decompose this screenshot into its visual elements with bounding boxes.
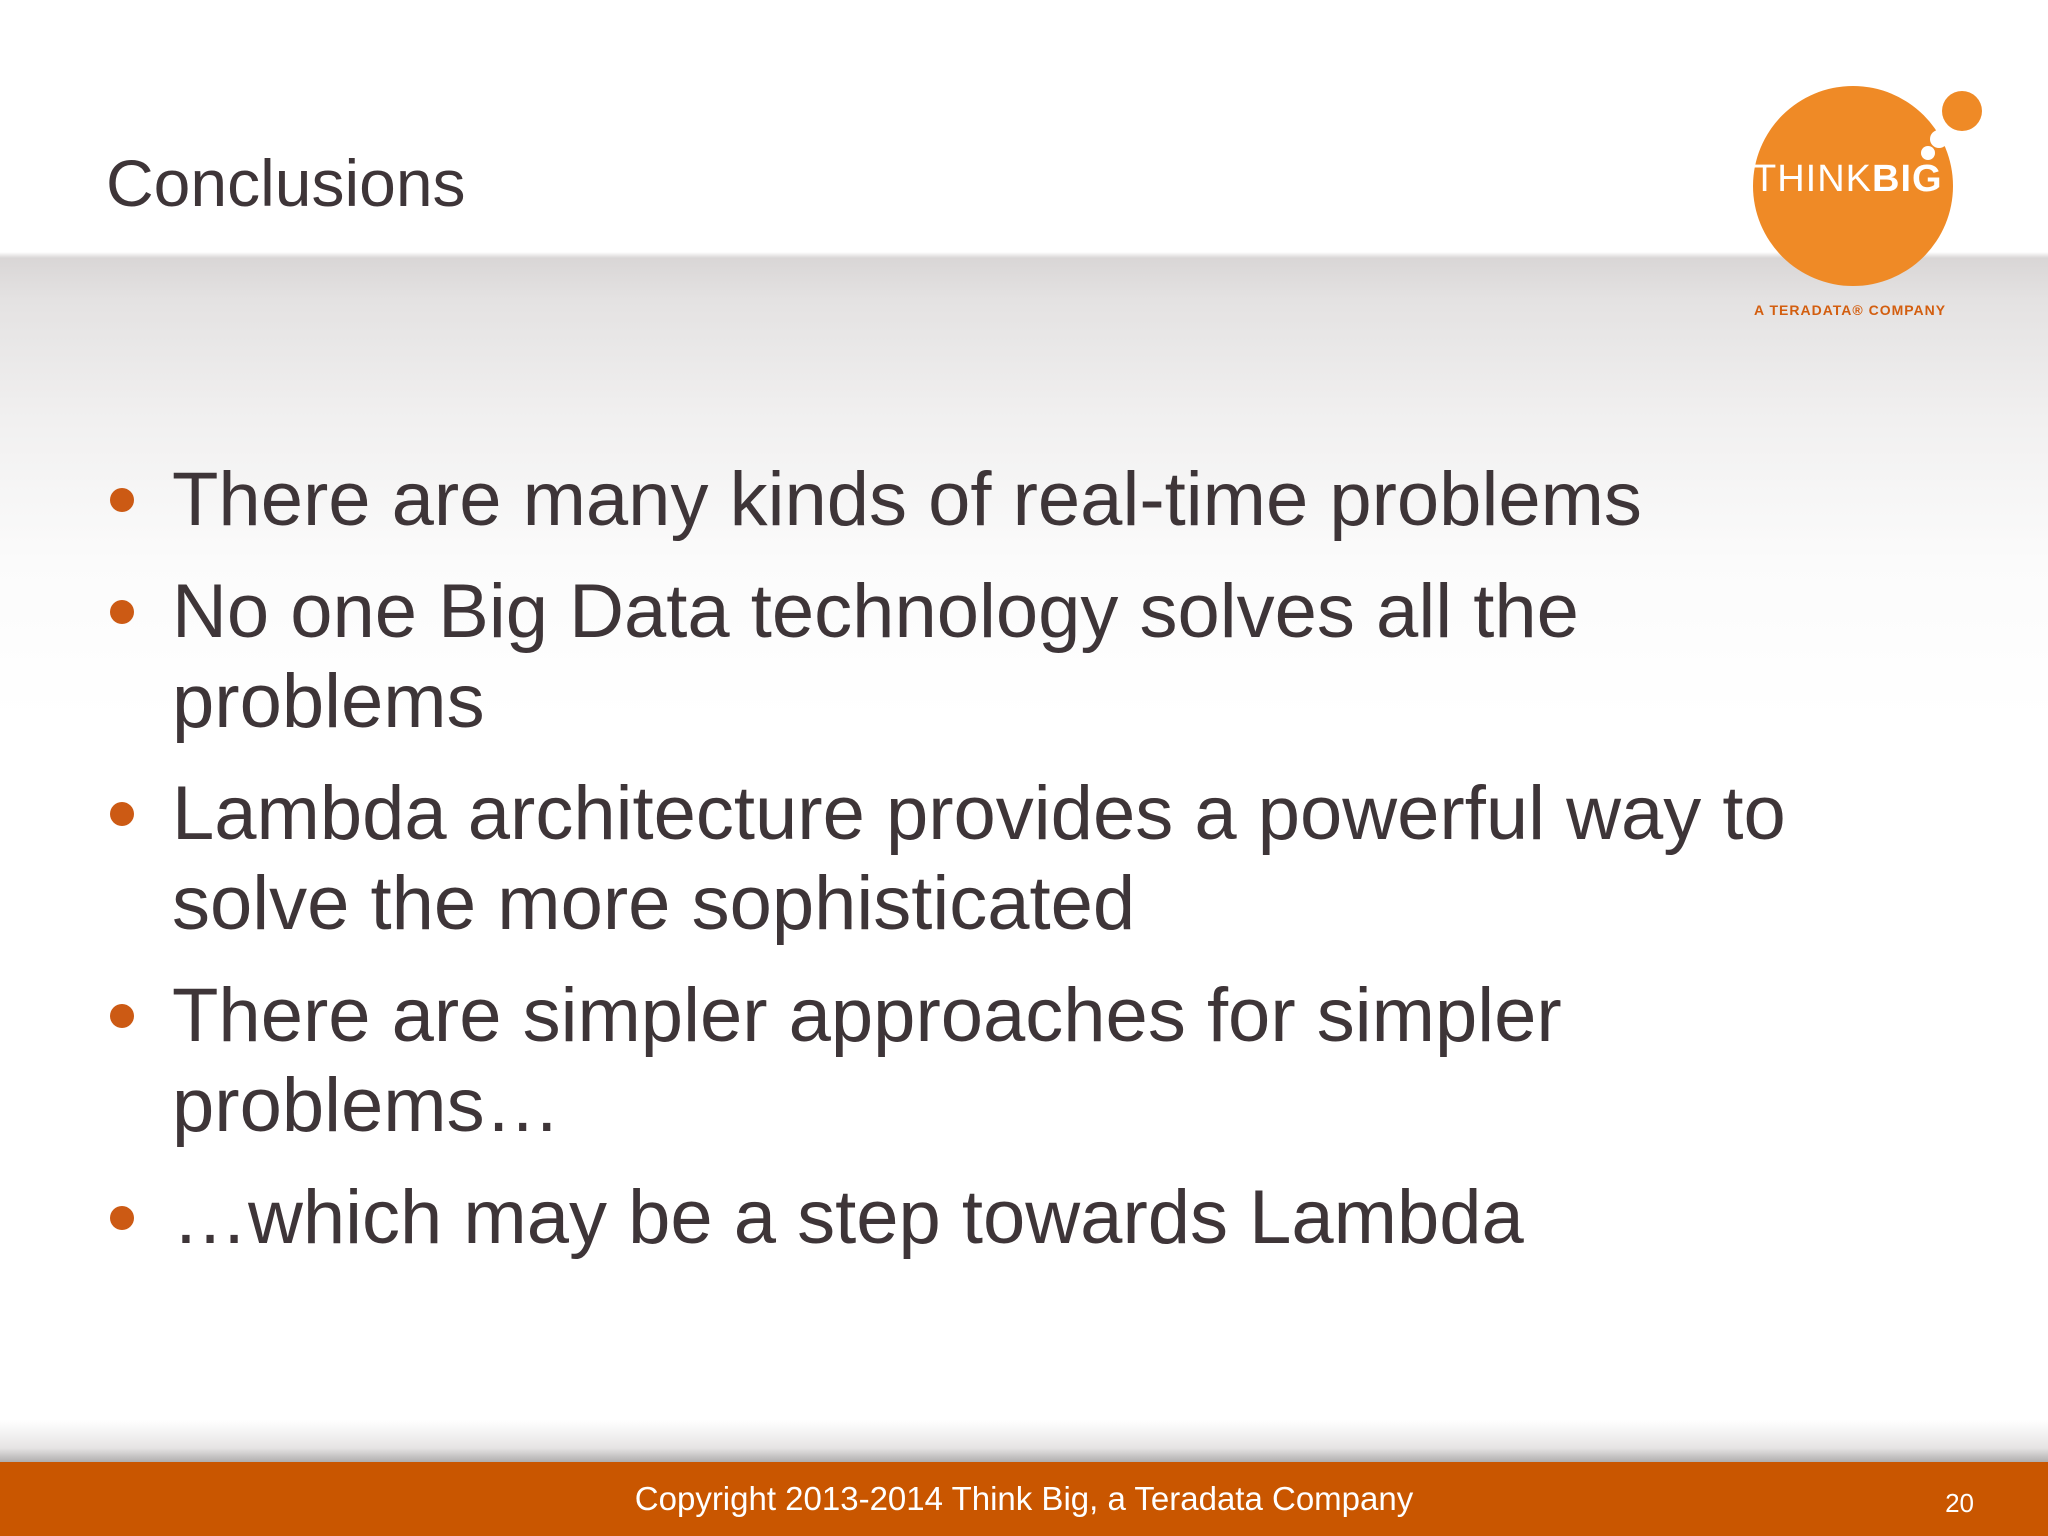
bullet-text: No one Big Data technology solves all the problems xyxy=(172,569,1579,744)
bullet-text: Lambda architecture provides a powerful way to solve the more sophisticated xyxy=(172,771,1786,946)
bullet-item xyxy=(108,455,1908,545)
bullet-text: …which may be a step towards Lambda xyxy=(172,1175,1524,1260)
bullet-icon xyxy=(110,488,134,512)
bullet-icon xyxy=(110,802,134,826)
footer-bar xyxy=(0,1462,2048,1536)
slide-title: Conclusions xyxy=(106,146,466,220)
page-number: 20 xyxy=(1945,1488,1974,1518)
logo-bubble xyxy=(1930,130,1948,148)
bullet-icon xyxy=(110,600,134,624)
bullet-item xyxy=(108,769,1908,949)
bullet-item xyxy=(108,971,1908,1151)
thinkbig-logo xyxy=(1740,80,2010,320)
bullet-item xyxy=(108,1173,1908,1263)
bullet-icon xyxy=(110,1206,134,1230)
logo-small-circle xyxy=(1942,91,1982,131)
bullet-text: There are many kinds of real-time problems xyxy=(172,457,1642,542)
bullet-icon xyxy=(110,1004,134,1028)
logo-wordmark xyxy=(1753,160,1943,198)
bullet-item xyxy=(108,567,1908,747)
logo-word-bold: BIG xyxy=(1872,158,1943,200)
logo-word-light: THINK xyxy=(1753,158,1872,200)
copyright-text: Copyright 2013-2014 Think Big, a Teradata Company xyxy=(634,1480,1414,1517)
bullet-list xyxy=(108,455,1908,1285)
bullet-text: There are simpler approaches for simpler problems… xyxy=(172,973,1562,1148)
logo-tagline: A TERADATA® COMPANY xyxy=(1754,302,1947,318)
